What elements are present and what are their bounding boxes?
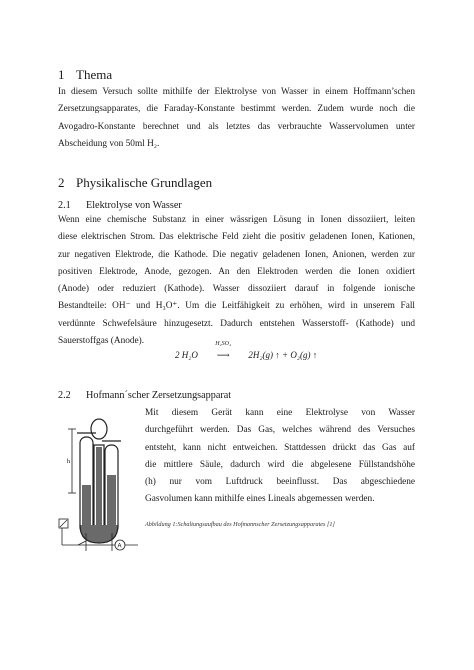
section-2-number: 2 (58, 175, 65, 190)
electrolysis-equation (175, 341, 318, 361)
section-2-2-heading (58, 390, 231, 401)
hofmann-apparatus-figure (58, 405, 142, 553)
section-2-1-paragraph (58, 212, 415, 350)
paragraph-line: Bestandteile: OH⁻ und H₃O⁺. Um die Leitfähigkeit zu erhöhen, wird in unserem Fall (58, 301, 415, 312)
paragraph-line: diese elektrischen Strom. Das elektrische Feld zieht die positiv geladenen Ionen, Kationen, (58, 232, 415, 243)
section-1-title: Thema (76, 67, 113, 82)
height-label: h (67, 459, 70, 465)
switch (78, 541, 86, 545)
right-tube-liquid (107, 475, 116, 531)
paragraph-line: verdünnte Schwefelsäure hinzugesetzt. Dadurch entstehen Wasserstoff- (Kathode) und (58, 318, 415, 329)
middle-tube-liquid (96, 447, 102, 533)
paragraph-line: zur negativen Elektrode, die Kathode. Die negativ geladenen Ionen, Anionen, werden zur (58, 249, 415, 260)
paragraph-line: Mit diesem Gerät kann eine Elektrolyse von Wasser (145, 408, 415, 418)
paragraph-line: Wenn eine chemische Substanz in einer wässrigen Lösung in Ionen dissoziiert, leiten (58, 215, 415, 225)
section-2-1-number: 2.1 (58, 200, 71, 211)
paragraph-line: Abscheidung von 50ml H₂. (58, 138, 160, 149)
paragraph-line: entsteht, kann nicht entweichen. Stattdessen drückt das Gas auf (145, 442, 415, 453)
paragraph-line: Avogadro-Konstante berechnet und als letztes das verbrauchte Wasservolumen unter (58, 121, 415, 132)
paragraph-line: durchgeführt werden. Das Gas, welches während des Versuches (145, 425, 415, 436)
paragraph-line: positiven Elektrode, Anode, gezogen. An den Elektroden werden die Ionen oxidiert (58, 266, 415, 277)
section-2-1-title: Elektrolyse von Wasser (86, 200, 182, 211)
paragraph-line: In diesem Versuch sollte mithilfe der Elektrolyse von Wasser in einem Hoffmann’schen (58, 87, 415, 97)
reaction-arrow: H₂SO₄ ⟶ (203, 350, 243, 361)
reservoir-bulb (91, 419, 107, 439)
equation-rhs: 2H₂(g) ↑ + O₂(g) ↑ (248, 350, 318, 360)
section-2-title: Physikalische Grundlagen (76, 175, 213, 190)
section-2-2-number: 2.2 (58, 390, 71, 401)
figure-caption: Abbildung 1:Schaltungsaufbau des Hofmannscher Zersetzungsapparates [1] (145, 521, 335, 528)
paragraph-line: Zersetzungsapparates, die Faraday-Konstante bestimmt werden. Zudem wurde noch die (58, 104, 415, 115)
section-1-paragraph (58, 84, 415, 153)
ammeter-label: A (117, 543, 122, 550)
paragraph-line: Gasvolumen kann mithilfe eines Lineals abgemessen werden. (145, 494, 375, 505)
section-2-heading (58, 175, 212, 191)
paragraph-line: Sauerstoffgas (Anode). (58, 336, 145, 347)
section-2-1-heading (58, 200, 182, 211)
paragraph-line: die mittlere Säule, dadurch wird die abgelesene Füllstandshöhe (145, 459, 415, 470)
section-1-number: 1 (58, 67, 65, 82)
paragraph-line: (Anode) oder reduziert (Kathode). Wasser dissoziiert darauf in folgende ionische (58, 284, 415, 295)
equation-lhs: 2 H₂O (175, 350, 198, 360)
left-tube-liquid (82, 485, 91, 531)
section-2-2-paragraph (145, 405, 415, 509)
section-2-2-title: Hofmann´scher Zersetzungsapparat (86, 390, 232, 401)
equation-catalyst: H₂SO₄ (215, 341, 232, 347)
section-1-heading (58, 67, 112, 83)
paragraph-line: (h) nur vom Luftdruck beeinflusst. Das abgeschiedene (145, 477, 415, 488)
